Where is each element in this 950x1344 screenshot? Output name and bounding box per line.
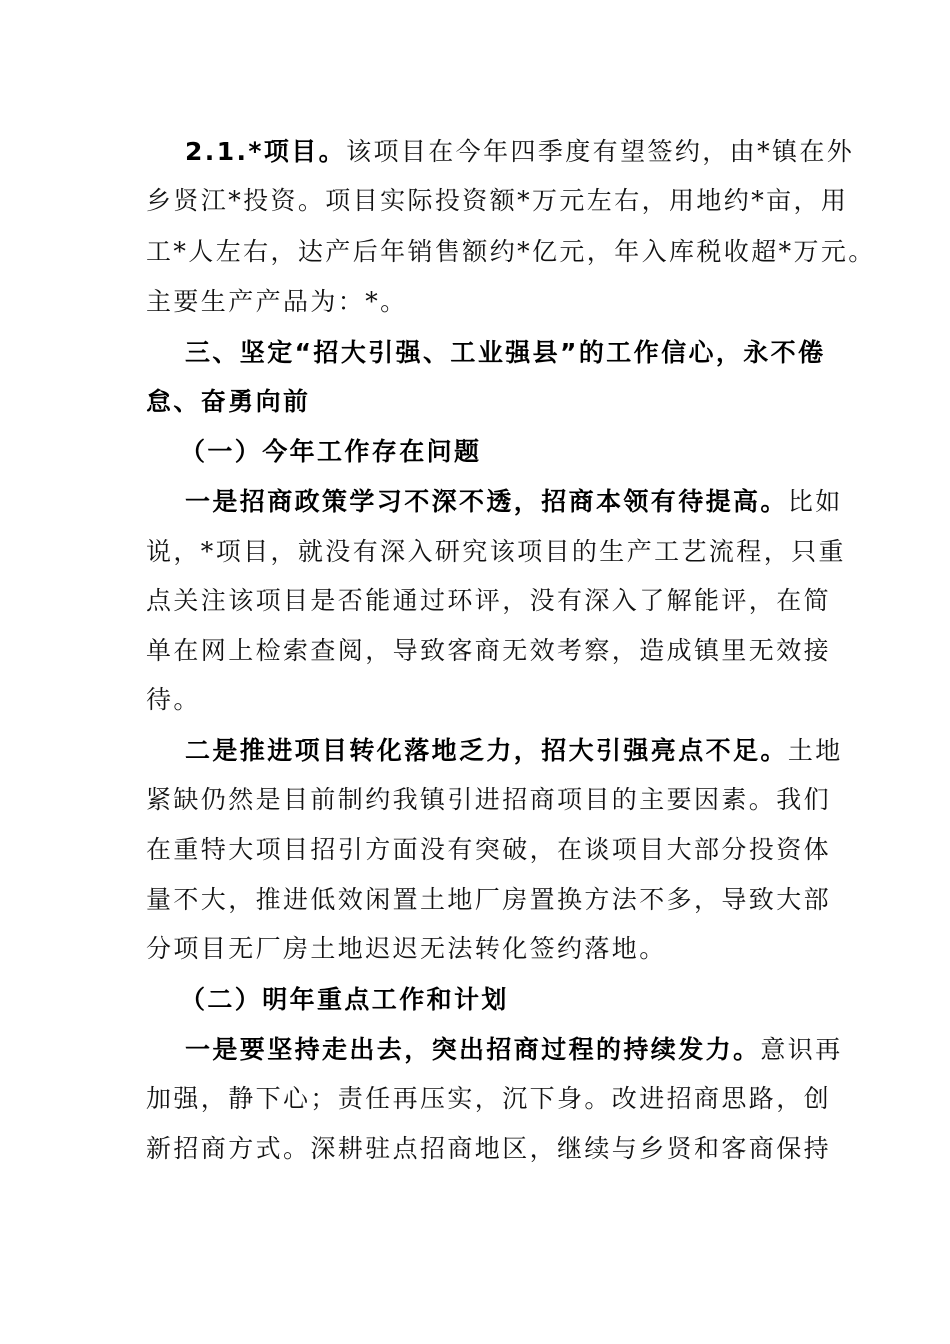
subheading-current-issues: （一）今年工作存在问题 <box>180 437 482 466</box>
plan-1-lead: 一是要坚持走出去，突出招商过程的持续发力。 <box>185 1035 761 1064</box>
paragraph-issue-2-line-5: 分项目无厂房土地迟迟无法转化签约落地。 <box>146 934 667 963</box>
paragraph-project-line-2: 乡贤江*投资。项目实际投资额*万元左右，用地约*亩，用 <box>146 186 849 215</box>
paragraph-issue-1-line-1 <box>185 486 843 518</box>
section-heading-3-line-1: 三、坚定“招大引强、工业强县”的工作信心，永不倦 <box>185 338 826 367</box>
paragraph-issue-2-line-3: 在重特大项目招引方面没有突破，在谈项目大部分投资体 <box>146 835 832 864</box>
paragraph-project-line-4: 主要生产产品为：*。 <box>146 287 408 316</box>
paragraph-project-line-3: 工*人左右，达产后年销售额约*亿元，年入库税收超*万元。 <box>146 237 876 266</box>
paragraph-plan-1-line-2: 加强，静下心；责任再压实，沉下身。改进招商思路，创 <box>146 1084 832 1113</box>
section-heading-3-line-2: 怠、奋勇向前 <box>146 387 311 416</box>
paragraph-plan-1-line-3: 新招商方式。深耕驻点招商地区，继续与乡贤和客商保持 <box>146 1134 832 1163</box>
paragraph-issue-2-line-2: 紧缺仍然是目前制约我镇引进招商项目的主要因素。我们 <box>146 785 832 814</box>
project-heading: 2.1.*项目。 <box>185 137 347 166</box>
paragraph-issue-2-line-4: 量不大，推进低效闲置土地厂房置换方法不多，导致大部 <box>146 885 832 914</box>
paragraph-text: 土地 <box>787 736 843 765</box>
paragraph-issue-1-line-5: 待。 <box>146 685 201 714</box>
paragraph-project-line-1 <box>185 136 854 168</box>
subheading-next-year-plan: （二）明年重点工作和计划 <box>180 985 509 1014</box>
issue-1-lead: 一是招商政策学习不深不透，招商本领有待提高。 <box>185 487 788 516</box>
paragraph-issue-1-line-2: 说，*项目，就没有深入研究该项目的生产工艺流程，只重 <box>146 537 846 566</box>
paragraph-text: 意识再 <box>760 1035 843 1064</box>
paragraph-issue-1-line-4: 单在网上检索查阅，导致客商无效考察，造成镇里无效接 <box>146 636 832 665</box>
issue-2-lead: 二是推进项目转化落地乏力，招大引强亮点不足。 <box>185 736 788 765</box>
paragraph-issue-1-line-3: 点关注该项目是否能通过环评，没有深入了解能评，在简 <box>146 586 832 615</box>
paragraph-text: 比如 <box>787 487 843 516</box>
paragraph-plan-1-line-1 <box>185 1034 843 1066</box>
paragraph-text: 该项目在今年四季度有望签约，由*镇在外 <box>346 137 855 166</box>
paragraph-issue-2-line-1 <box>185 735 843 767</box>
